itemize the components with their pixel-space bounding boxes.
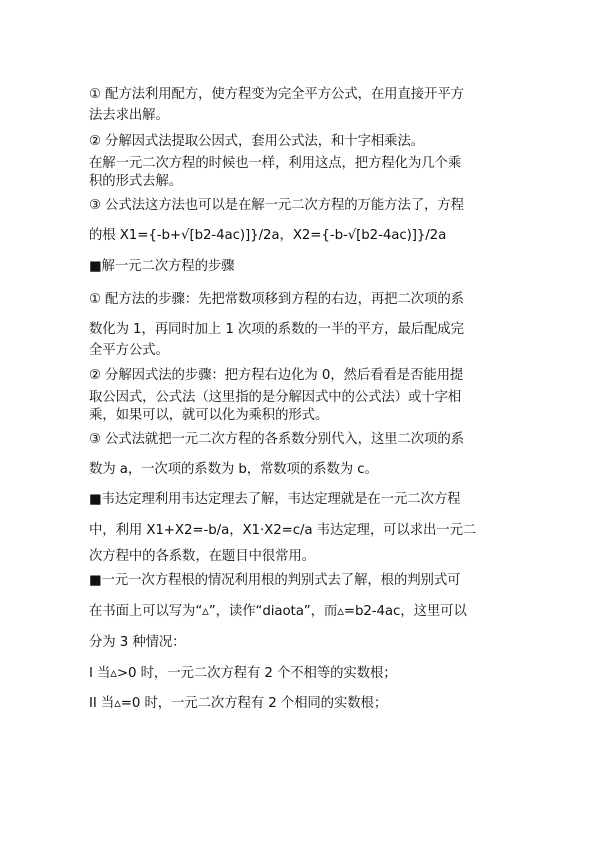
text-line: 数为 a，一次项的系数为 b，常数项的系数为 c。 <box>89 462 378 477</box>
section-heading: ■解一元二次方程的步骤 <box>89 259 235 274</box>
text-line: 取公因式，公式法（这里指的是分解因式中的公式法）或十字相 <box>89 390 462 405</box>
text-line: ② 分解因式法的步骤：把方程右边化为 0，然后看看是否能用提 <box>89 368 464 383</box>
text-line: 分为 3 种情况： <box>89 635 186 650</box>
text-line: 积的形式去解。 <box>89 174 183 189</box>
text-line: 中，利用 X1+X2=-b/a，X1·X2=c/a 韦达定理，可以求出一元二 <box>89 523 477 538</box>
text-line: 次方程中的各系数，在题目中很常用。 <box>89 549 315 564</box>
text-line: 乘，如果可以，就可以化为乘积的形式。 <box>89 408 329 423</box>
text-line: 法去求出解。 <box>89 108 169 123</box>
text-line: ② 分解因式法提取公因式，套用公式法，和十字相乘法。 <box>89 134 425 149</box>
section-heading: ■一元一次方程根的情况利用根的判别式去了解，根的判别式可 <box>89 573 461 588</box>
text-line: 在书面上可以写为“▵”，读作“diaota”，而▵=b2-4ac，这里可以 <box>89 604 467 619</box>
text-line: 在解一元二次方程的时候也一样，利用这点，把方程化为几个乘 <box>89 156 462 171</box>
text-line: ③ 公式法就把一元二次方程的各系数分别代入，这里二次项的系 <box>89 432 464 447</box>
section-heading: ■韦达定理利用韦达定理去了解，韦达定理就是在一元二次方程 <box>89 492 461 507</box>
text-line: ① 配方法利用配方，使方程变为完全平方公式，在用直接开平方 <box>89 87 464 102</box>
text-line: I 当▵>0 时，一元二次方程有 2 个不相等的实数根； <box>89 666 397 681</box>
text-line: 全平方公式。 <box>89 343 169 358</box>
text-line: II 当▵=0 时，一元二次方程有 2 个相同的实数根； <box>89 696 388 711</box>
text-line: 数化为 1，再同时加上 1 次项的系数的一半的平方，最后配成完 <box>89 322 464 337</box>
text-line: ① 配方法的步骤：先把常数项移到方程的右边，再把二次项的系 <box>89 292 464 307</box>
text-line: ③ 公式法这方法也可以是在解一元二次方程的万能方法了，方程 <box>89 198 464 213</box>
text-line: 的根 X1={-b+√[b2-4ac)]}/2a，X2={-b-√[b2-4ac)]}/2a <box>89 228 447 243</box>
